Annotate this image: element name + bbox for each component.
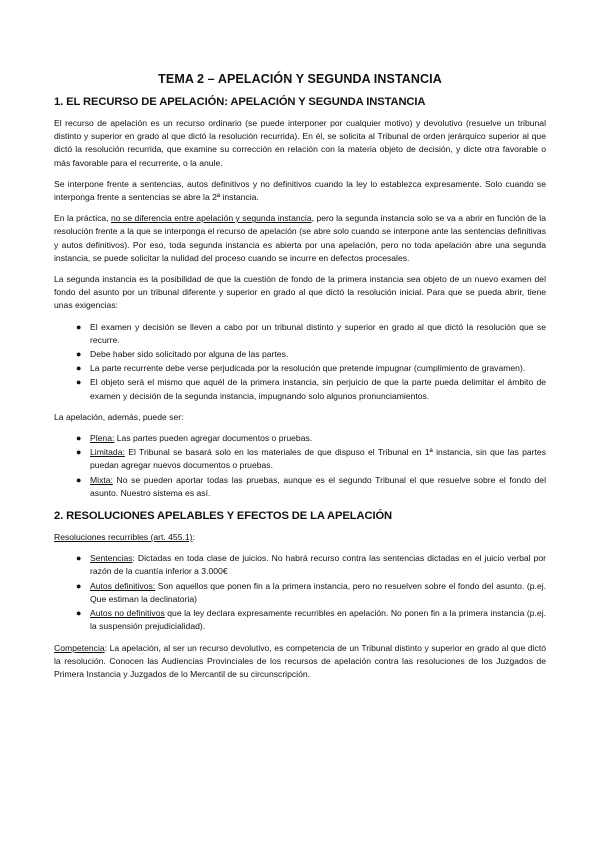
bullet-icon: ● [76,377,82,388]
bullet-icon: ● [76,474,82,485]
section-1-heading: 1. EL RECURSO DE APELACIÓN: APELACIÓN Y SEGUNDA INSTANCIA [54,96,426,108]
requirements-list [54,321,546,403]
appeal-types-list [54,432,546,500]
list-item: ● Limitada: El Tribunal se basará solo en los materiales de que dispuso el Tribunal en 1ª instancia, sin que las partes puedan agregar nuevos documentos o pruebas. [76,447,546,471]
page-title: TEMA 2 – APELACIÓN Y SEGUNDA INSTANCIA [158,72,442,86]
practice-text-end: , pero la segunda instancia solo se va a abrir en función de la resolución frente a la que se interponga el recurso de apelación (se abre solo cuando se interpone ante las sentencias definitivas y autos definitivos). Por eso, toda segunda instancia es abierta por una apelación, pero no toda apelación abre una segunda instancia, se puede solicitar la nulidad del proceso cuando se incurre en defectos procesales. [54,213,546,263]
practice-underlined: no se diferencia entre apelación y segunda instancia [111,213,312,224]
list-item: ● Plena: Las partes pueden agregar documentos o pruebas. [54,432,546,445]
list-item: ● Debe haber sido solicitado por alguna de las partes. [54,348,546,361]
subheading-resolutions: Resoluciones recurribles (art. 455.1): [54,532,195,543]
bullet-icon: ● [76,553,82,564]
document-content [54,72,546,689]
bullet-icon: ● [76,608,82,619]
paragraph-competence: Competencia: La apelación, al ser un recurso devolutivo, es competencia de un Tribunal distinto y superior en grado al que dictó la resolución. Conocen las Audiencias Provinciales de los recursos de apelación contra las resoluciones de los Juzgados de Primera Instancia y Juzgados de lo Mercantil de su circunscripción. [54,642,546,679]
bullet-icon: ● [76,349,82,360]
bullet-icon: ● [76,363,82,374]
section-2-heading: 2. RESOLUCIONES APELABLES Y EFECTOS DE LA APELACIÓN [54,510,393,523]
paragraph-definition: El recurso de apelación es un recurso ordinario (se puede interponer por cualquier motivo) y devolutivo (resuelve un tribunal distinto y superior en grado al que dictó la resolución recurrida). En él, se solicita al Tribunal de orden jerárquico superior al que dictó la resolución recurrida, que examine su corrección en relación con la materia objeto de decisión, y dicte otra favorable o más favorable para el recurrente, o la anule. [54,118,546,168]
list-item: ● Sentencias: Dictadas en toda clase de juicios. No habrá recurso contra las sentencias dictadas en el juicio verbal por razón de la cuantía inferior a 3.000€ [76,553,546,577]
list-item: ● El objeto será el mismo que aquél de la primera instancia, sin perjuicio de que la parte pueda delimitar el ámbito de examen y decisión de la segunda instancia, impugnando solo algunos pronunciamientos. [76,377,546,401]
paragraph-second-instance: La segunda instancia es la posibilidad de que la cuestión de fondo de la primera instancia sea objeto de un nuevo examen del fondo del asunto por un tribunal diferente y superior en grado al que dictó la resolución inicial. Para que se pueda abrir, tiene unas exigencias: [54,274,546,311]
list-item: ● Autos no definitivos que la ley declara expresamente recurribles en apelación. No ponen fin a la primera instancia (p.ej. la suspensión prejudicialidad). [76,608,546,632]
list-item: ● La parte recurrente debe verse perjudicada por la resolución que pretende impugnar (cumplimiento de gravamen). [54,362,546,375]
bullet-icon: ● [76,447,82,458]
resolutions-list [54,552,546,633]
bullet-icon: ● [76,433,82,444]
bullet-icon: ● [76,580,82,591]
paragraph-interposition: Se interpone frente a sentencias, autos definitivos y no definitivos cuando la ley lo establezca expresamente. Solo cuando se interponga frente a sentencias se abre la 2ª instancia. [54,178,546,203]
paragraph-practice [54,212,546,265]
bullet-icon: ● [76,321,82,332]
list-item: ● Mixta: No se pueden aportar todas las pruebas, aunque es el segundo Tribunal el que resuelve sobre el fondo del asunto. Nuestro sistema es así. [76,474,546,498]
paragraph-types-intro: La apelación, además, puede ser: [54,411,184,422]
list-item: ● Autos definitivos: Son aquellos que ponen fin a la primera instancia, pero no resuelven sobre el fondo del asunto. (p.ej. Que estiman la declinatoria) [76,580,546,604]
practice-text-start: En la práctica, [54,213,112,224]
list-item: ● El examen y decisión se lleven a cabo por un tribunal distinto y superior en grado al que dictó la resolución que se recurre. [76,321,546,345]
